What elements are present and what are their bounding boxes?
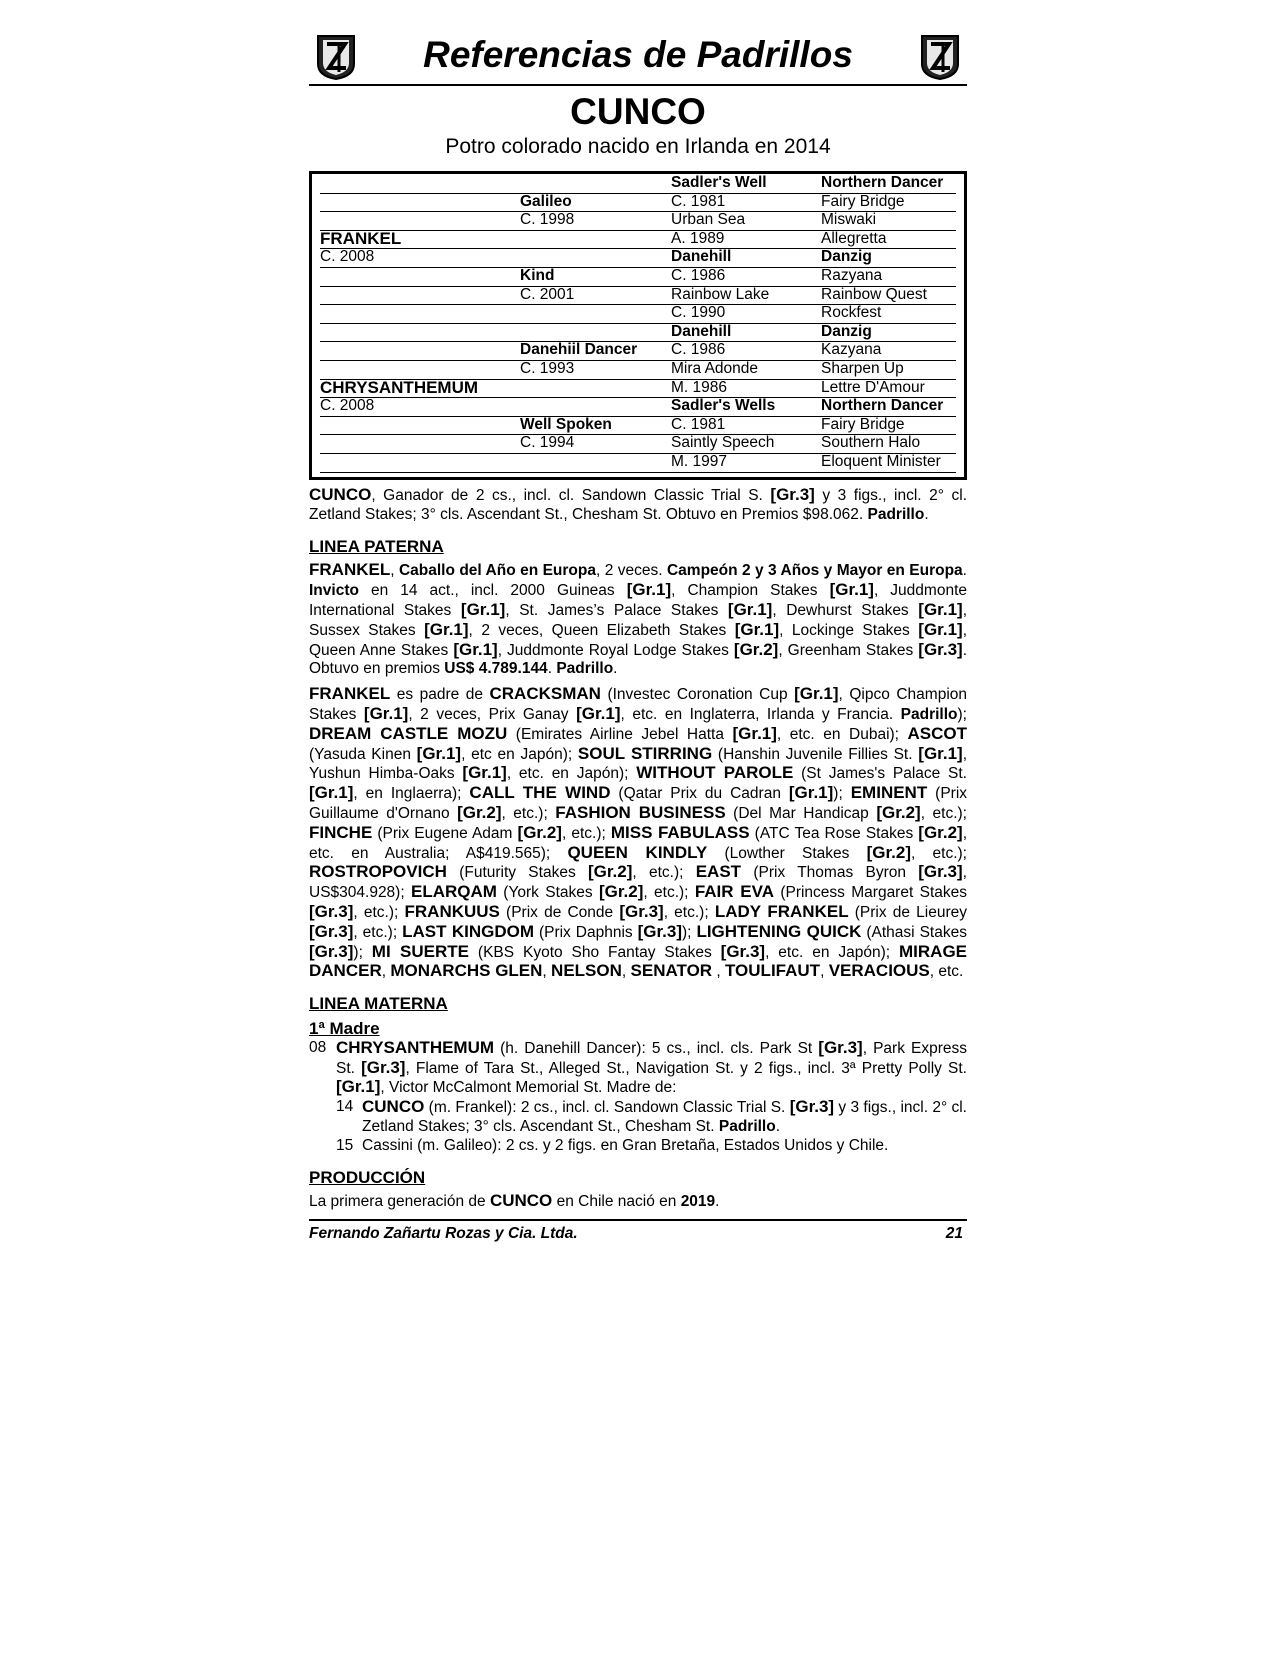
pedigree-cell: C. 1994 bbox=[520, 434, 575, 452]
pedigree-row bbox=[320, 230, 956, 250]
pedigree-table bbox=[309, 171, 967, 480]
page-header bbox=[309, 28, 967, 86]
text-run: Campeón 2 y 3 Años y Mayor en Europa bbox=[666, 562, 963, 580]
footer-company: Fernando Zañartu Rozas y Cia. Ltda. bbox=[309, 1225, 578, 1243]
pedigree-cell: C. 1986 bbox=[671, 341, 726, 359]
produce-list bbox=[309, 1098, 967, 1155]
pedigree-cell: Sadler's Wells bbox=[671, 397, 776, 415]
pedigree-cell: FRANKEL bbox=[320, 228, 402, 248]
grade-badge: [Gr.3] bbox=[720, 941, 766, 961]
pedigree-cell: Danehiil Dancer bbox=[520, 341, 638, 359]
pedigree-cell: Danehill bbox=[671, 248, 732, 266]
pedigree-cell: Fairy Bridge bbox=[821, 192, 905, 210]
horse-name-ref: CUNCO bbox=[362, 1097, 425, 1117]
text-run: , 2 veces, Queen Elizabeth Stakes bbox=[468, 621, 735, 639]
text-run: Invicto bbox=[309, 582, 359, 600]
pedigree-cell: M. 1986 bbox=[671, 378, 728, 396]
text-run: (Investec Coronation Cup bbox=[600, 686, 795, 704]
horse-name-ref: EMINENT bbox=[850, 783, 928, 803]
text-run: (Qatar Prix du Cadran bbox=[610, 785, 789, 803]
grade-badge: [Gr.1] bbox=[363, 703, 409, 723]
intro-text: . bbox=[924, 505, 929, 523]
horse-name-ref: ROSTROPOVICH bbox=[309, 862, 447, 882]
text-run: , Juddmonte International Stakes bbox=[309, 582, 967, 619]
grade-badge: [Gr.2] bbox=[866, 842, 912, 862]
pedigree-cell: Danehill bbox=[671, 322, 732, 340]
grade-badge: [Gr.3] bbox=[918, 862, 963, 882]
grade-badge: [Gr.1] bbox=[727, 599, 773, 619]
text-run: y 3 figs., incl. 2° cl. Zetland Stakes; 3° cls. Ascendant St., Chesham St. bbox=[362, 1099, 967, 1135]
horse-name-ref: MI SUERTE bbox=[371, 941, 469, 961]
text-run: , US$304.928); bbox=[309, 864, 967, 902]
text-run: Padrillo bbox=[900, 705, 958, 723]
grade-badge: [Gr.2] bbox=[517, 822, 562, 842]
text-run: . bbox=[962, 562, 967, 580]
grade-badge: [Gr.1] bbox=[794, 684, 839, 704]
text-run: , etc.); bbox=[561, 824, 611, 842]
horse-name-ref: DREAM CASTLE MOZU bbox=[309, 723, 508, 743]
grade-badge: [Gr.1] bbox=[918, 599, 963, 619]
horse-name-ref: ASCOT bbox=[907, 723, 968, 743]
pedigree-cell: C. 2008 bbox=[320, 248, 375, 266]
paternal-progeny-paragraph bbox=[309, 685, 967, 982]
text-run: Cassini (m. Galileo): 2 cs. y 2 figs. en Gran Bretaña, Estados Unidos y Chile. bbox=[362, 1136, 889, 1154]
text-run: , Juddmonte Royal Lodge Stakes bbox=[497, 641, 734, 659]
produce-entry bbox=[309, 1098, 967, 1137]
horse-name-ref: FINCHE bbox=[309, 822, 373, 842]
pedigree-cell: Kind bbox=[520, 267, 555, 284]
grade-badge: [Gr.1] bbox=[453, 639, 498, 659]
pedigree-row bbox=[320, 434, 956, 454]
text-run: (Del Mar Handicap bbox=[725, 804, 877, 822]
pedigree-cell: Eloquent Minister bbox=[821, 453, 941, 470]
horse-name-ref: FAIR EVA bbox=[694, 882, 774, 902]
horse-name-ref: FRANKEL bbox=[309, 560, 391, 580]
text-run: (Prix de Conde bbox=[499, 903, 620, 921]
text-run: . bbox=[775, 1117, 781, 1135]
pedigree-cell: Allegretta bbox=[821, 229, 887, 247]
horse-name-ref: CRACKSMAN bbox=[489, 684, 601, 704]
text-run: Padrillo bbox=[556, 660, 614, 678]
text-run: (Futurity Stakes bbox=[446, 864, 588, 882]
pedigree-cell: Lettre D'Amour bbox=[821, 378, 925, 396]
text-run: , bbox=[381, 963, 391, 981]
pedigree-cell: Miswaki bbox=[821, 211, 877, 229]
pedigree-cell: Danzig bbox=[821, 248, 872, 266]
pedigree-cell: Southern Halo bbox=[821, 434, 921, 452]
pedigree-cell: C. 1998 bbox=[520, 211, 575, 229]
pedigree-row bbox=[320, 341, 956, 361]
pedigree-row bbox=[320, 304, 956, 324]
intro-horse-name: CUNCO bbox=[309, 485, 372, 504]
text-run: , Lockinge Stakes bbox=[779, 621, 919, 639]
horse-name-ref: VERACIOUS bbox=[828, 961, 930, 981]
horse-description: Potro colorado nacido en Irlanda en 2014 bbox=[445, 135, 831, 158]
text-run: (ATC Tea Rose Stakes bbox=[749, 824, 919, 842]
text-run: , bbox=[712, 963, 725, 981]
page-footer bbox=[309, 1219, 967, 1247]
pedigree-row bbox=[320, 379, 956, 399]
text-run: US$ 4.789.144 bbox=[444, 660, 548, 678]
pedigree-cell: Mira Adonde bbox=[671, 360, 759, 377]
text-run: . bbox=[715, 1193, 720, 1211]
text-run: (Prix Daphnis bbox=[534, 923, 638, 941]
pedigree-cell: Rockfest bbox=[821, 304, 882, 322]
pedigree-cell: M. 1997 bbox=[671, 453, 728, 470]
text-run: , bbox=[820, 963, 829, 981]
text-run: , en Inglaerra); bbox=[353, 785, 470, 803]
horse-name-ref: EAST bbox=[695, 862, 742, 882]
section-title-produccion: PRODUCCIÓN bbox=[309, 1167, 426, 1187]
pedigree-row bbox=[320, 267, 956, 287]
text-run: , Qipco Champion Stakes bbox=[309, 686, 968, 723]
text-run: en Chile nació en bbox=[552, 1193, 681, 1211]
section-title-linea-materna: LINEA MATERNA bbox=[309, 994, 448, 1014]
grade-badge: [Gr.1] bbox=[829, 580, 874, 600]
pedigree-cell: C. 2001 bbox=[520, 285, 575, 303]
pedigree-cell: Razyana bbox=[821, 267, 883, 284]
grade-badge: [Gr.3] bbox=[637, 921, 682, 941]
text-run: ); bbox=[353, 943, 372, 961]
grade-badge: [Gr.1] bbox=[576, 703, 621, 723]
page-number: 21 bbox=[945, 1225, 963, 1243]
grade-badge: [Gr.3] bbox=[918, 639, 963, 659]
padrillo-label: Padrillo bbox=[867, 505, 925, 523]
pedigree-row bbox=[320, 211, 956, 231]
grade-badge: [Gr.1] bbox=[918, 743, 963, 763]
produce-text bbox=[362, 1099, 967, 1135]
text-run: (Lowther Stakes bbox=[707, 844, 867, 862]
grade-badge: [Gr.1] bbox=[336, 1077, 381, 1097]
text-run: , etc.); bbox=[353, 903, 405, 921]
grade-badge: [Gr.3] bbox=[789, 1097, 835, 1117]
text-run: , bbox=[390, 562, 399, 580]
zanartu-shield-logo-icon bbox=[919, 34, 961, 80]
text-run: ); bbox=[957, 705, 967, 723]
horse-name-ref: LADY FRANKEL bbox=[714, 901, 849, 921]
pedigree-cell: Well Spoken bbox=[520, 415, 612, 433]
text-run: (Prix Guillaume d'Ornano bbox=[309, 785, 968, 822]
text-run: (Princess Margaret Stakes bbox=[773, 884, 967, 902]
text-run: ); bbox=[833, 785, 851, 803]
grade-badge: [Gr.3] bbox=[818, 1037, 863, 1057]
grade-badge: [Gr.3] bbox=[309, 921, 354, 941]
text-run: , etc.); bbox=[911, 844, 967, 862]
horse-name-ref: MIRAGE DANCER bbox=[309, 941, 967, 981]
text-run: , 2 veces, Prix Ganay bbox=[408, 705, 577, 723]
pedigree-cell: C. 1981 bbox=[671, 192, 726, 210]
text-run: ); bbox=[682, 923, 697, 941]
pedigree-cell: Fairy Bridge bbox=[821, 415, 905, 433]
pedigree-cell: A. 1989 bbox=[671, 229, 725, 247]
grade-badge: [Gr.2] bbox=[457, 802, 502, 822]
pedigree-row bbox=[320, 174, 956, 194]
text-run: es padre de bbox=[390, 686, 490, 704]
text-run: , Flame of Tara St., Alleged St., Navigation St. y 2 figs., incl. 3ª Pretty Polly St. bbox=[405, 1059, 967, 1077]
pedigree-cell: Sharpen Up bbox=[821, 360, 904, 377]
grade-badge: [Gr.2] bbox=[733, 639, 779, 659]
text-run: , Greenham Stakes bbox=[778, 641, 919, 659]
text-run: . Obtuvo en premios bbox=[309, 641, 967, 678]
pedigree-row bbox=[320, 453, 956, 473]
grade-badge: [Gr.1] bbox=[462, 763, 507, 783]
pedigree-cell: Sadler's Well bbox=[671, 174, 767, 191]
grade-badge: [Gr.1] bbox=[626, 580, 672, 600]
grade-badge: [Gr.2] bbox=[598, 882, 644, 902]
produce-year: 14 bbox=[336, 1098, 354, 1116]
pedigree-cell: C. 2008 bbox=[320, 397, 375, 415]
grade-badge: [Gr.2] bbox=[918, 822, 963, 842]
produce-text bbox=[362, 1137, 888, 1154]
text-run: en 14 act., incl. 2000 Guineas bbox=[358, 582, 627, 600]
pedigree-row bbox=[320, 397, 956, 417]
dam-year: 08 bbox=[309, 1038, 327, 1056]
text-run: , Park Express St. bbox=[336, 1039, 968, 1077]
text-run: (St James's Palace St. bbox=[793, 765, 967, 783]
grade-badge: [Gr.1] bbox=[732, 723, 777, 743]
produccion-paragraph bbox=[309, 1192, 967, 1212]
grade-badge: [Gr.1] bbox=[788, 783, 834, 803]
text-run: , Yushun Himba-Oaks bbox=[309, 745, 967, 783]
text-run: (h. Danehill Dancer): 5 cs., incl. cls. Park St bbox=[494, 1039, 819, 1057]
intro-text: y 3 figs., incl. 2° cl. Zetland Stakes; 3° cls. Ascendant St., Chesham St. Obtuvo en Premios $98.062. bbox=[309, 487, 968, 523]
text-run: (Athasi Stakes bbox=[861, 923, 967, 941]
pedigree-cell: Northern Dancer bbox=[821, 174, 944, 191]
pedigree-cell: Northern Dancer bbox=[821, 397, 944, 415]
horse-name-ref: NELSON bbox=[551, 961, 622, 981]
pedigree-row bbox=[320, 286, 956, 306]
page bbox=[309, 28, 967, 1247]
text-run: 2019 bbox=[680, 1193, 716, 1211]
text-run: , etc.); bbox=[632, 864, 696, 882]
grade-badge: [Gr.2] bbox=[587, 862, 633, 882]
text-run: , etc. bbox=[929, 963, 964, 981]
pedigree-cell: Saintly Speech bbox=[671, 434, 775, 452]
intro-text: , Ganador de 2 cs., incl. cl. Sandown Classic Trial S. bbox=[371, 487, 771, 504]
text-run: , etc. en Dubai); bbox=[776, 725, 908, 743]
text-run: (Prix de Lieurey bbox=[848, 903, 967, 921]
first-dam-title: 1ª Madre bbox=[309, 1018, 380, 1038]
pedigree-row bbox=[320, 416, 956, 436]
section-title-linea-paterna: LINEA PATERNA bbox=[309, 536, 444, 556]
text-run: La primera generación de bbox=[309, 1193, 490, 1211]
text-run: , Champion Stakes bbox=[671, 582, 830, 600]
grade-badge: [Gr.2] bbox=[876, 802, 921, 822]
text-run: Caballo del Año en Europa bbox=[398, 562, 596, 580]
text-run: , etc.); bbox=[663, 903, 715, 921]
text-run: , etc. en Japón); bbox=[765, 943, 899, 961]
pedigree-cell: C. 1990 bbox=[671, 304, 726, 322]
pedigree-cell: C. 1986 bbox=[671, 267, 726, 284]
pedigree-cell: Kazyana bbox=[821, 341, 882, 359]
dam-text bbox=[336, 1037, 968, 1097]
horse-name-ref: CUNCO bbox=[489, 1191, 553, 1211]
text-run: (York Stakes bbox=[496, 884, 599, 902]
horse-name-ref: SENATOR bbox=[630, 961, 713, 981]
text-run: (KBS Kyoto Sho Fantay Stakes bbox=[468, 943, 721, 961]
grade-badge: [Gr.3] bbox=[619, 901, 664, 921]
pedigree-cell: C. 1981 bbox=[671, 415, 726, 433]
text-run: , etc. en Japón); bbox=[506, 765, 637, 783]
text-run: , Victor McCalmont Memorial St. Madre de: bbox=[380, 1079, 677, 1097]
produce-year: 15 bbox=[336, 1136, 354, 1154]
text-run: , etc en Japón); bbox=[461, 745, 578, 763]
text-run: (Prix Thomas Byron bbox=[741, 864, 919, 882]
horse-name-ref: FRANKEL bbox=[309, 684, 391, 704]
text-run: (m. Frankel): 2 cs., incl. cl. Sandown Classic Trial S. bbox=[424, 1099, 790, 1117]
text-run: , bbox=[621, 963, 631, 981]
text-run: (Yasuda Kinen bbox=[309, 745, 417, 763]
grade-badge: [Gr.1] bbox=[918, 619, 963, 639]
text-run: (Emirates Airline Jebel Hatta bbox=[507, 725, 733, 743]
horse-name-ref: LIGHTENING QUICK bbox=[696, 921, 862, 941]
text-run: (Prix Eugene Adam bbox=[372, 824, 518, 842]
pedigree-cell: CHRYSANTHEMUM bbox=[320, 377, 479, 397]
produce-entry bbox=[309, 1137, 967, 1156]
paternal-paragraph bbox=[309, 561, 967, 679]
pedigree-cell: Rainbow Quest bbox=[821, 285, 927, 303]
grade-badge: [Gr.3] bbox=[361, 1057, 406, 1077]
horse-name-ref: TOULIFAUT bbox=[724, 961, 821, 981]
text-run: (Hanshin Juvenile Fillies St. bbox=[712, 745, 919, 763]
intro-paragraph bbox=[309, 486, 967, 525]
grade-badge: [Gr.1] bbox=[734, 619, 780, 639]
grade-badge: [Gr.1] bbox=[424, 619, 469, 639]
pedigree-row bbox=[320, 193, 956, 213]
text-run: . bbox=[547, 660, 557, 678]
horse-name-ref: FRANKUUS bbox=[404, 901, 500, 921]
horse-name-ref: MISS FABULASS bbox=[610, 822, 750, 842]
grade-badge: [Gr.1] bbox=[460, 599, 506, 619]
pedigree-cell: Galileo bbox=[520, 192, 572, 210]
text-run: , Queen Anne Stakes bbox=[309, 621, 967, 659]
dam-entry bbox=[309, 1039, 967, 1098]
pedigree-cell: C. 1993 bbox=[520, 360, 575, 377]
text-run: , etc. en Inglaterra, Irlanda y Francia. bbox=[620, 705, 901, 723]
horse-name-ref: MONARCHS GLEN bbox=[390, 961, 543, 981]
text-run: . bbox=[613, 660, 618, 678]
text-run: , etc.); bbox=[501, 804, 556, 822]
horse-name-ref: CALL THE WIND bbox=[469, 783, 611, 803]
text-run: , 2 veces. bbox=[596, 562, 667, 580]
text-run: , St. James’s Palace Stakes bbox=[505, 601, 728, 619]
horse-name-ref: QUEEN KINDLY bbox=[567, 842, 708, 862]
text-run: Padrillo bbox=[718, 1117, 776, 1135]
grade-badge: [Gr.1] bbox=[416, 743, 462, 763]
horse-name-ref: FASHION BUSINESS bbox=[555, 802, 726, 822]
horse-name-ref: ELARQAM bbox=[411, 882, 497, 902]
grade-badge: [Gr.1] bbox=[309, 783, 354, 803]
text-run: , bbox=[542, 963, 552, 981]
pedigree-row bbox=[320, 248, 956, 268]
header-title: Referencias de Padrillos bbox=[423, 34, 853, 75]
pedigree-row bbox=[320, 323, 956, 343]
text-run: , etc.); bbox=[353, 923, 403, 941]
pedigree-cell: Danzig bbox=[821, 322, 872, 340]
horse-name-ref: LAST KINGDOM bbox=[402, 921, 534, 941]
horse-name: CUNCO bbox=[570, 91, 706, 132]
pedigree-cell: Rainbow Lake bbox=[671, 285, 770, 303]
text-run: , etc.); bbox=[920, 804, 967, 822]
horse-name-ref: WITHOUT PAROLE bbox=[636, 763, 794, 783]
grade-badge: [Gr.3] bbox=[309, 901, 354, 921]
pedigree-cell: Urban Sea bbox=[671, 211, 746, 229]
horse-name-ref: CHRYSANTHEMUM bbox=[336, 1037, 495, 1057]
grade-badge: [Gr.3] bbox=[309, 941, 354, 961]
text-run: , Sussex Stakes bbox=[309, 601, 968, 639]
text-run: , Dewhurst Stakes bbox=[772, 601, 919, 619]
pedigree-row bbox=[320, 360, 956, 380]
text-run: , etc.); bbox=[643, 884, 695, 902]
text-run: , etc. en Australia; A$419.565); bbox=[309, 824, 968, 862]
horse-name-ref: SOUL STIRRING bbox=[577, 743, 713, 763]
grade-badge: [Gr.3] bbox=[770, 485, 815, 504]
